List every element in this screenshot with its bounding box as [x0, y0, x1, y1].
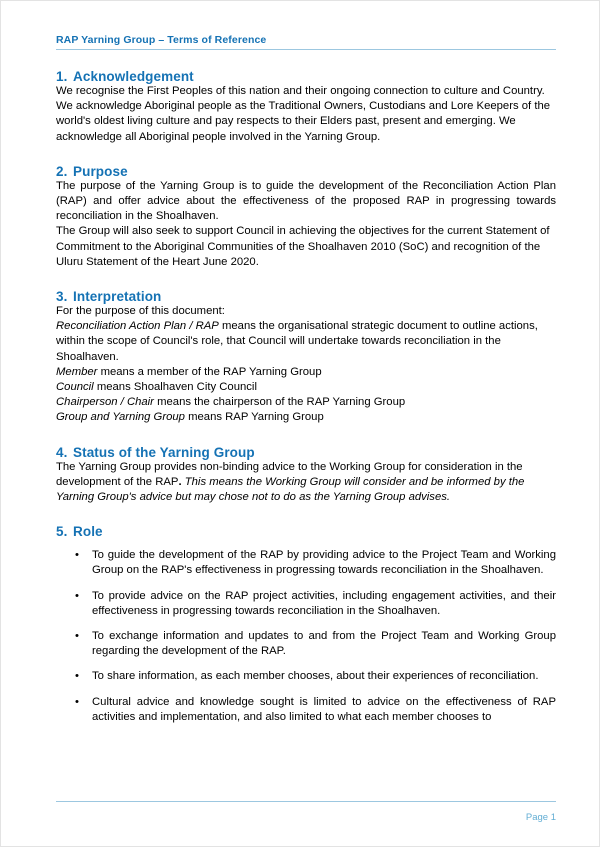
definition-chairperson: [56, 395, 556, 410]
page-content: [56, 1, 556, 847]
list-item: [56, 695, 556, 725]
document-header: [56, 1, 556, 50]
list-item: [56, 548, 556, 578]
list-item: [56, 669, 556, 684]
interpretation-lead: For the purpose of this document:: [56, 305, 225, 318]
section-number: 3.: [56, 289, 68, 305]
section-number: 4.: [56, 444, 68, 460]
section-heading-acknowledgement: [56, 69, 556, 84]
section-heading-purpose: [56, 164, 556, 179]
definition-text: means Shoalhaven City Council: [93, 381, 257, 394]
bullet-icon: •: [75, 695, 79, 708]
status-text-italic: This means the Working Group will consider and be informed by the Yarning Group's advice but may chose not to do as the Yarning Group advises.: [56, 475, 525, 504]
section-heading-role: [56, 524, 556, 539]
list-item: [56, 629, 556, 659]
definition-term: Reconciliation Action Plan / RAP: [56, 320, 219, 333]
list-item: [56, 589, 556, 619]
purpose-paragraph-1: The purpose of the Yarning Group is to guide the development of the Reconciliation Action Plan (RAP) and offer advice about the effectiveness of the proposed RAP in progressing towards reconciliation in the Shoalhaven.: [56, 179, 556, 223]
list-item-text: To share information, as each member chooses, about their experiences of reconciliation.: [92, 670, 539, 683]
page-number: Page 1: [525, 812, 556, 823]
definition-council: [56, 380, 556, 395]
purpose-paragraph-2: The Group will also seek to support Council in achieving the objectives for the current Statement of Commitment to the Aboriginal Communities of the Shoalhaven 2010 (SoC) and recognition of the Uluru Statement of the Heart June 2020.: [56, 225, 550, 268]
definition-member: [56, 365, 556, 380]
definition-text: means the chairperson of the RAP Yarning Group: [153, 396, 406, 409]
definition-term: Group and Yarning Group: [56, 411, 185, 424]
role-bullet-list: [56, 548, 556, 725]
section-number: 5.: [56, 524, 68, 540]
list-item-text: To guide the development of the RAP by providing advice to the Project Team and Working Group on the RAP's effectiveness in progressing towards reconciliation in the Shoalhaven.: [92, 549, 556, 577]
section-title: Purpose: [73, 163, 128, 179]
page-bottom-clip: [1, 789, 600, 801]
definition-term: Member: [56, 365, 98, 378]
bullet-icon: •: [75, 549, 79, 562]
definition-term: Council: [56, 381, 94, 394]
section-title: Role: [73, 524, 103, 540]
section-title: Status of the Yarning Group: [73, 444, 255, 460]
status-text-regular: The Yarning Group provides non-binding advice to the Working Group for consideration in the development of the RAP: [56, 460, 523, 488]
bullet-icon: •: [75, 630, 79, 643]
section-title: Interpretation: [73, 289, 162, 305]
definition-text: means the organisational strategic document to outline actions, within the scope of Council's role, that Council will undertake towards reconciliation in the Shoalhaven.: [56, 320, 538, 363]
section-number: 1.: [56, 69, 68, 84]
list-item-text: To provide advice on the RAP project activities, including engagement activities, and their effectiveness in progressing towards reconciliation in the Shoalhaven.: [92, 589, 556, 617]
bullet-icon: •: [75, 670, 79, 683]
definition-term: Chairperson / Chair: [56, 396, 154, 409]
section-title: Acknowledgement: [73, 69, 194, 84]
acknowledgement-paragraph: We recognise the First Peoples of this nation and their ongoing connection to culture and Country. We acknowledge Aboriginal people as the Traditional Owners, Custodians and Lore Keepers of the world's oldest living culture and pay respects to their Elders past, present and emerging. We acknowledge all Aboriginal people involved in the Yarning Group.: [56, 85, 551, 143]
definition-text: means a member of the RAP Yarning Group: [97, 365, 322, 378]
definition-text: means RAP Yarning Group: [184, 411, 324, 424]
section-number: 2.: [56, 163, 68, 179]
list-item-text: Cultural advice and knowledge sought is limited to advice on the effectiveness of RAP activities and implementation, and also limited to what each member chooses to: [92, 695, 556, 723]
status-paragraph: [56, 460, 556, 506]
header-title: RAP Yarning Group – Terms of Reference: [56, 34, 267, 46]
status-text-bold: .: [178, 475, 182, 488]
section-heading-status: [56, 445, 556, 460]
list-item-text: To exchange information and updates to and from the Project Team and Working Group regarding the development of the RAP.: [92, 630, 556, 658]
definition-rap: [56, 319, 556, 365]
section-heading-interpretation: [56, 289, 556, 304]
definition-group: [56, 410, 556, 425]
document-footer: [56, 801, 556, 825]
bullet-icon: •: [75, 589, 79, 602]
